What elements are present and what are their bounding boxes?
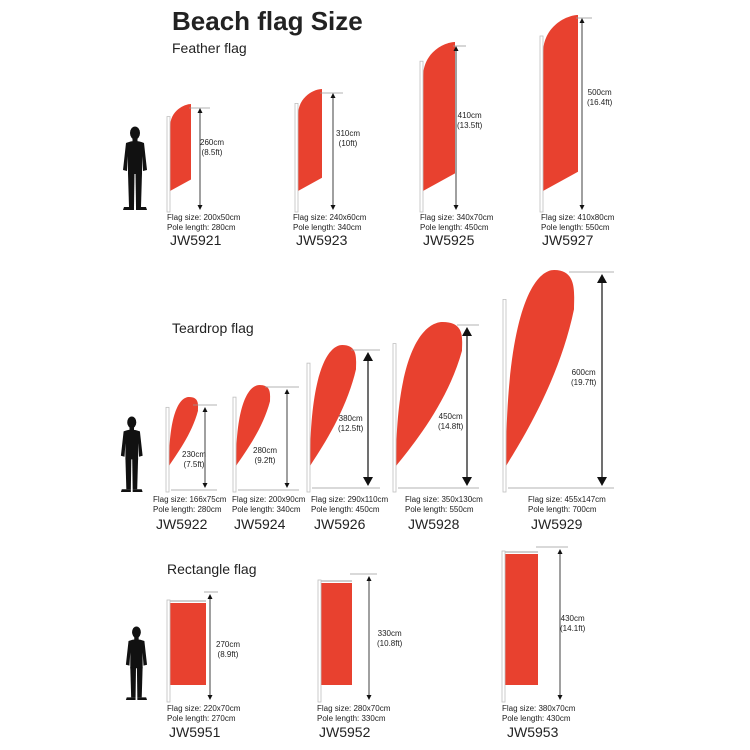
flag-spec xyxy=(420,213,493,233)
person-silhouette-icon xyxy=(123,127,147,211)
pole-length-text: Pole length: 550cm xyxy=(541,223,610,232)
flag-height-label: 310cm (10ft) xyxy=(336,129,361,148)
person-silhouette-icon xyxy=(126,626,147,700)
arrowhead-down-icon xyxy=(198,205,203,210)
arrowhead-up-icon xyxy=(580,18,585,23)
flag-pole xyxy=(295,103,298,212)
flag-height-label: 500cm (16.4ft) xyxy=(587,88,613,107)
flag-size-text: Flag size: 410x80cm xyxy=(541,213,615,222)
flag-pole xyxy=(166,407,169,492)
arrowhead-down-icon xyxy=(331,205,336,210)
model-number: JW5951 xyxy=(169,724,221,740)
flag-spec xyxy=(541,213,614,233)
arrowhead-up-icon xyxy=(285,389,290,394)
teardrop-flag xyxy=(506,270,574,466)
teardrop-flag xyxy=(396,322,462,466)
flag-size-text: Flag size: 380x70cm xyxy=(502,704,576,713)
section-title-rectangle: Rectangle flag xyxy=(167,561,257,577)
person-silhouette-icon xyxy=(121,416,143,492)
model-number: JW5926 xyxy=(314,516,366,532)
rectangle-flag xyxy=(170,603,206,685)
flag-height-label: 600cm (19.7ft) xyxy=(571,368,597,387)
flag-spec xyxy=(528,495,606,515)
flag-pole xyxy=(420,61,423,212)
flag-pole xyxy=(318,580,321,702)
feather-flag xyxy=(543,15,578,191)
model-number: JW5921 xyxy=(170,232,222,248)
arrowhead-down-icon xyxy=(454,205,459,210)
flag-spec xyxy=(167,213,240,233)
flag-pole xyxy=(167,600,170,702)
flag-pole xyxy=(167,117,170,212)
pole-length-text: Pole length: 700cm xyxy=(528,505,597,514)
page-title: Beach flag Size xyxy=(172,6,363,36)
arrowhead-down-icon xyxy=(597,477,607,486)
feather-flag xyxy=(423,42,455,191)
feather-flag xyxy=(298,89,322,191)
model-number: JW5952 xyxy=(319,724,371,740)
teardrop-flag xyxy=(310,345,356,466)
rectangle-flag xyxy=(321,583,352,685)
model-number: JW5927 xyxy=(542,232,594,248)
arrowhead-up-icon xyxy=(208,594,213,599)
pole-length-text: Pole length: 270cm xyxy=(167,714,236,723)
arrowhead-up-icon xyxy=(462,327,472,336)
pole-length-text: Pole length: 280cm xyxy=(153,505,222,514)
flag-height-label: 280cm (9.2ft) xyxy=(253,446,278,465)
pole-length-text: Pole length: 430cm xyxy=(502,714,571,723)
flag-pole xyxy=(393,344,396,492)
flag-height-label: 330cm (10.8ft) xyxy=(377,629,403,648)
flag-spec xyxy=(502,704,575,724)
pole-length-text: Pole length: 330cm xyxy=(317,714,386,723)
flag-spec xyxy=(293,213,366,233)
flag-height-label: 430cm (14.1ft) xyxy=(560,614,586,633)
arrowhead-down-icon xyxy=(367,695,372,700)
rectangle-flag xyxy=(505,554,538,685)
flag-spec xyxy=(317,704,390,724)
arrowhead-up-icon xyxy=(363,352,373,361)
pole-length-text: Pole length: 550cm xyxy=(405,505,474,514)
flag-size-text: Flag size: 290x110cm xyxy=(311,495,389,504)
arrowhead-down-icon xyxy=(203,483,208,488)
flag-height-label: 450cm (14.8ft) xyxy=(438,412,464,431)
pole-length-text: Pole length: 450cm xyxy=(420,223,489,232)
model-number: JW5953 xyxy=(507,724,559,740)
section-title-teardrop: Teardrop flag xyxy=(172,320,254,336)
feather-flag xyxy=(170,104,191,191)
arrowhead-up-icon xyxy=(367,576,372,581)
arrowhead-down-icon xyxy=(363,477,373,486)
section-title-feather: Feather flag xyxy=(172,40,247,56)
arrowhead-down-icon xyxy=(580,205,585,210)
flag-spec xyxy=(232,495,305,515)
arrowhead-down-icon xyxy=(558,695,563,700)
flag-size-text: Flag size: 200x90cm xyxy=(232,495,306,504)
arrowhead-down-icon xyxy=(208,695,213,700)
flag-height-label: 230cm (7.5ft) xyxy=(182,450,207,469)
flag-height-label: 380cm (12.5ft) xyxy=(338,414,364,433)
arrowhead-up-icon xyxy=(198,108,203,113)
arrowhead-up-icon xyxy=(203,407,208,412)
pole-length-text: Pole length: 340cm xyxy=(293,223,362,232)
flag-size-text: Flag size: 240x60cm xyxy=(293,213,367,222)
model-number: JW5928 xyxy=(408,516,460,532)
arrowhead-up-icon xyxy=(597,274,607,283)
flag-height-label: 260cm (8.5ft) xyxy=(200,138,225,157)
flag-spec xyxy=(405,495,483,515)
model-number: JW5922 xyxy=(156,516,208,532)
arrowhead-up-icon xyxy=(331,93,336,98)
model-number: JW5923 xyxy=(296,232,348,248)
flag-height-label: 410cm (13.5ft) xyxy=(457,111,483,130)
arrowhead-down-icon xyxy=(462,477,472,486)
arrowhead-down-icon xyxy=(285,483,290,488)
flag-pole xyxy=(233,397,236,492)
pole-length-text: Pole length: 280cm xyxy=(167,223,236,232)
flag-size-text: Flag size: 340x70cm xyxy=(420,213,494,222)
flag-pole xyxy=(503,299,506,492)
flag-pole xyxy=(540,36,543,212)
flag-size-text: Flag size: 200x50cm xyxy=(167,213,241,222)
flag-size-text: Flag size: 350x130cm xyxy=(405,495,483,504)
flag-size-text: Flag size: 280x70cm xyxy=(317,704,391,713)
flag-size-text: Flag size: 166x75cm xyxy=(153,495,227,504)
pole-length-text: Pole length: 450cm xyxy=(311,505,380,514)
arrowhead-up-icon xyxy=(558,549,563,554)
flag-height-label: 270cm (8.9ft) xyxy=(216,640,241,659)
flag-pole xyxy=(502,551,505,702)
flag-size-text: Flag size: 455x147cm xyxy=(528,495,606,504)
flag-pole xyxy=(307,363,310,492)
flag-size-text: Flag size: 220x70cm xyxy=(167,704,241,713)
model-number: JW5929 xyxy=(531,516,583,532)
flag-spec xyxy=(311,495,388,515)
model-number: JW5924 xyxy=(234,516,286,532)
flag-spec xyxy=(167,704,240,724)
pole-length-text: Pole length: 340cm xyxy=(232,505,301,514)
flag-spec xyxy=(153,495,226,515)
model-number: JW5925 xyxy=(423,232,475,248)
